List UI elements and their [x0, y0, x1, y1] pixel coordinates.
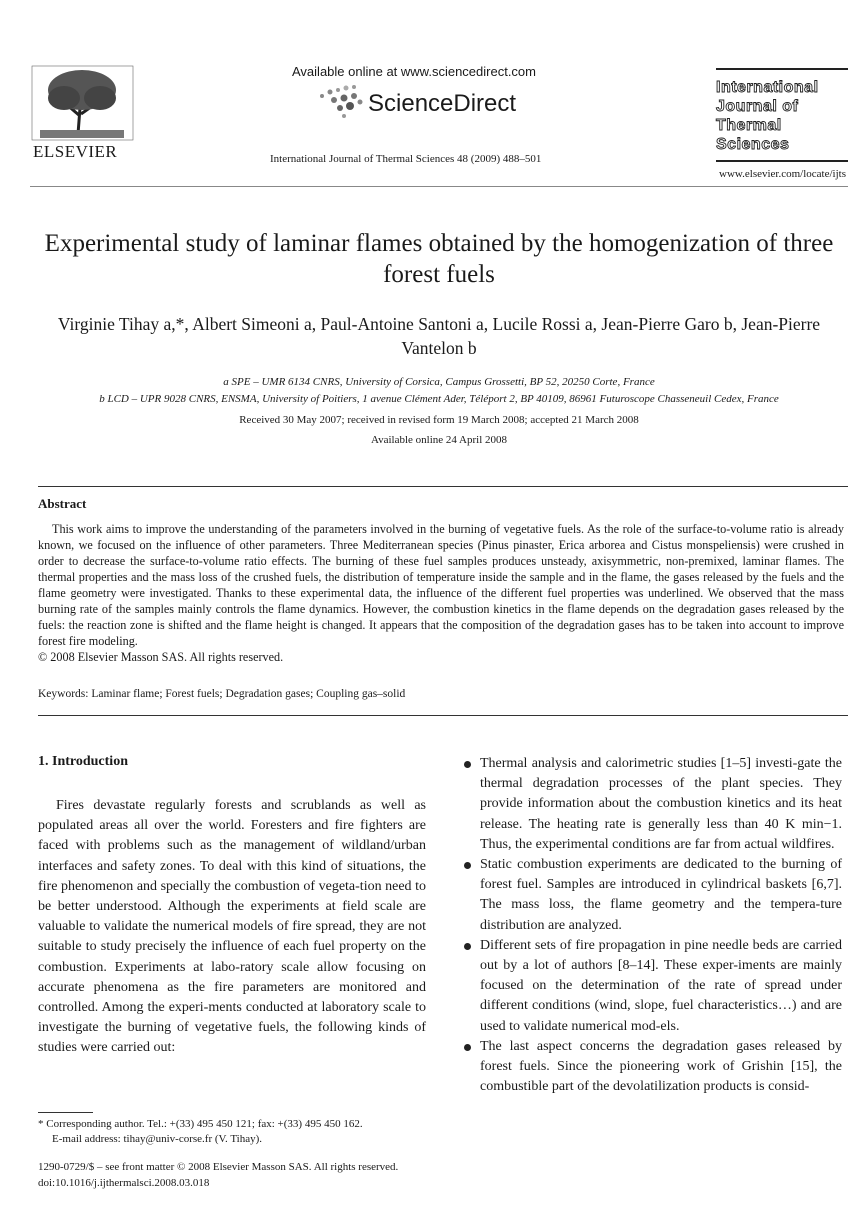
section-heading-introduction: 1. Introduction: [38, 754, 128, 769]
list-item: [462, 1037, 842, 1098]
bullet-icon: [464, 862, 471, 869]
affiliation-b: b LCD – UPR 9028 CNRS, ENSMA, University of Poitiers, 1 avenue Clément Ader, Téléport 2, BP 40109, 86961 Futuroscope Chasseneuil Cedex, France: [99, 393, 779, 405]
bullet-icon: [464, 761, 471, 768]
footnote-rule: [38, 1112, 93, 1113]
intro-bullet-list: [462, 754, 842, 1097]
list-item: [462, 936, 842, 1037]
doi-link[interactable]: doi:10.1016/j.ijthermalsci.2008.03.018: [38, 1177, 210, 1189]
bullet-icon: [464, 1044, 471, 1051]
list-item-text: The last aspect concerns the degradation gases released by forest fuels. Since the pioneering work of Grishin [15], the combustible part of the devolatilization products is consid-: [480, 1038, 842, 1095]
journal-url[interactable]: www.elsevier.com/locate/ijts: [719, 168, 846, 180]
author-list: Virginie Tihay a,*, Albert Simeoni a, Paul-Antoine Santoni a, Lucile Rossi a, Jean-Pierre Garo b, Jean-Pierre Vantelon b: [57, 314, 821, 358]
affiliation-a: a SPE – UMR 6134 CNRS, University of Corsica, Campus Grossetti, BP 52, 20250 Corte, France: [223, 376, 655, 388]
received-dates: Received 30 May 2007; received in revised form 19 March 2008; accepted 21 March 2008: [239, 414, 639, 426]
abstract-heading: Abstract: [38, 496, 87, 511]
list-item-text: Different sets of fire propagation in pine needle beds are carried out by a lot of authors [8–14]. These exper-iments are mainly focused on the determination of the rate of spread under different conditions (wind, slope, fuel characteristics…) and are used to validate numerical mod-els.: [480, 937, 842, 1034]
available-online-date: Available online 24 April 2008: [370, 434, 508, 446]
list-item-text: Thermal analysis and calorimetric studies [1–5] investi-gate the thermal degradation processes of the plant species. They provide information about the combustion kinetics and its heat release. The heating rate is generally less than 40 K min−1. Thus, the experimental conditions are far from actual wildfires.: [480, 756, 842, 852]
journal-title-rule-top: [716, 68, 848, 70]
sciencedirect-dots-icon: [316, 82, 368, 120]
front-matter-copyright: 1290-0729/$ – see front matter © 2008 Elsevier Masson SAS. All rights reserved.: [38, 1161, 399, 1173]
available-online-url[interactable]: Available online at www.sciencedirect.com: [292, 64, 536, 79]
intro-paragraph: Fires devastate regularly forests and scrublands as well as populated areas all over the world. Foresters and fire fighters are faced with problems such as the management of wildland/urban interfaces and safety zones. To deal with this kind of situations, the fire phenomenon and specially the combustion of vegeta-tion need to be better understood. Although the experiments at field scale are valuable to validate the numerical models of fire spread, they are not suitable to study precisely the influence of each fuel property on the combustion. Experiments at labo-ratory scale allow focusing on accurate phenomena as the fire parameters are monitored and controlled. Among the experi-ments conducted at laboratory scale to investigate the burning of vegetative fuels, the following kinds of studies were carried out:: [38, 798, 426, 1056]
abstract-copyright: © 2008 Elsevier Masson SAS. All rights reserved.: [38, 650, 284, 664]
abstract-body: This work aims to improve the understanding of the parameters involved in the burning of vegetative fuels. As the role of the surface-to-volume ratio is already known, we focused on the influence of other parameters. Three Mediterranean species (Pinus pinaster, Erica arborea and Cistus monspeliensis) were crushed in order to decrease the surface-to-volume ratio effects. The burning of these fuel samples produces unsteady, axisymmetric, non-premixed, laminar flames. The thermal properties and the mass loss of the crushed fuels, the distribution of temperature inside the sample and in the flame, the gases released by the fuels and the flame geometry were investigated. Thanks to these experimental data, the influence of the different fuel properties was underlined. We observed that the mass burning rate of the samples mainly controls the flame dynamics. However, the combustion kinetics in the flame depends on the degradation gases released by the fuels: the reaction zone is shifted and the flame height is changed. It appears that the composition of the degradation gases has to be taken into account to improve forest fire modeling.: [38, 522, 844, 648]
footnote-corresponding-author: * Corresponding author. Tel.: +(33) 495 450 121; fax: +(33) 495 450 162.: [38, 1118, 363, 1130]
footnote-email: E-mail address: tihay@univ-corse.fr (V. Tihay).: [52, 1133, 263, 1145]
abstract-rule-top: [38, 486, 848, 487]
list-item-text: Static combustion experiments are dedicated to the burning of forest fuel. Samples are introduced in cylindrical baskets [6,7]. The mass loss, the flame geometry and the tempera-ture distribution are analyzed.: [480, 857, 842, 933]
journal-title-logo: International Journal of Thermal Sciences: [716, 79, 819, 153]
abstract-rule-bottom: [38, 715, 848, 716]
keywords: Keywords: Laminar flame; Forest fuels; Degradation gases; Coupling gas–solid: [38, 688, 406, 700]
header-divider: [30, 186, 848, 187]
abstract-text: [38, 521, 844, 665]
journal-reference: International Journal of Thermal Sciences 48 (2009) 488–501: [270, 153, 542, 165]
paper-title: Experimental study of laminar flames obtained by the homogenization of three forest fuels: [44, 230, 834, 288]
list-item: [462, 754, 842, 855]
bullet-icon: [464, 943, 471, 950]
sciencedirect-wordmark: ScienceDirect: [368, 90, 517, 117]
publisher-name: ELSEVIER: [33, 142, 118, 161]
list-item: [462, 855, 842, 936]
journal-title-rule-bottom: [716, 160, 848, 162]
